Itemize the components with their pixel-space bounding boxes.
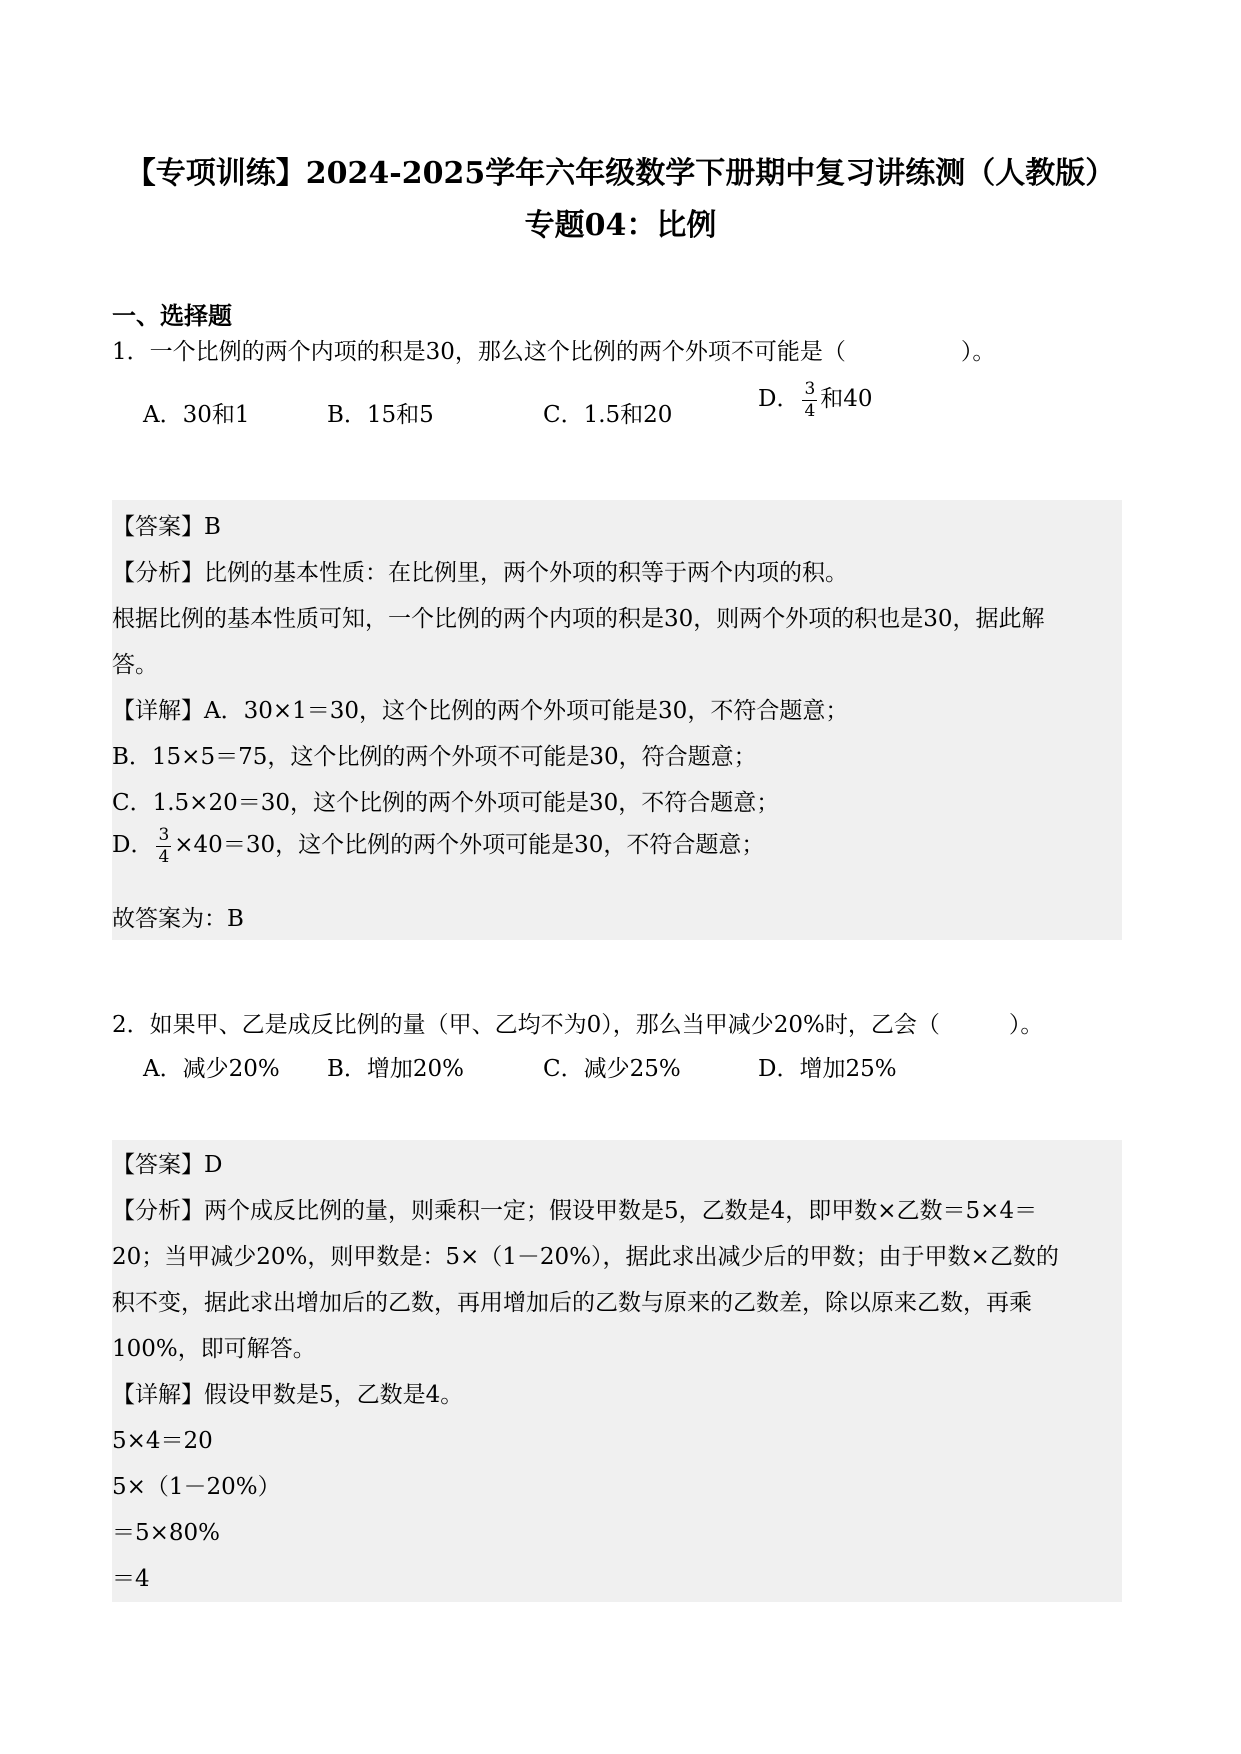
q1-option-d — [758, 380, 873, 420]
q2-answer-line: 【答案】D — [112, 1152, 223, 1178]
fraction-denominator: 4 — [158, 846, 170, 867]
fraction-denominator: 4 — [804, 400, 816, 421]
q2-calc-line-1: 5×4＝20 — [112, 1428, 213, 1454]
fraction-three-quarters — [802, 378, 817, 421]
question-1-stem: 1．一个比例的两个内项的积是30，那么这个比例的两个外项不可能是（ ）。 — [112, 339, 996, 365]
q1-option-d-prefix: D． — [758, 386, 800, 412]
q2-option-a: A．减少20% — [143, 1056, 280, 1082]
q1-detail-a: 【详解】A．30×1＝30，这个比例的两个外项可能是30，不符合题意； — [112, 698, 849, 724]
q1-detail-d-suffix: ×40＝30，这个比例的两个外项可能是30，不符合题意； — [174, 832, 765, 858]
q2-calc-line-3: ＝5×80% — [112, 1520, 221, 1546]
fraction-numerator: 3 — [804, 378, 816, 399]
q1-analysis-line-3: 答。 — [112, 652, 158, 678]
q2-option-c: C．减少25% — [543, 1056, 681, 1082]
document-title: 【专项训练】2024-2025学年六年级数学下册期中复习讲练测（人教版） — [125, 156, 1116, 191]
q1-detail-b: B．15×5＝75，这个比例的两个外项不可能是30，符合题意； — [112, 744, 757, 770]
document-subtitle: 专题04：比例 — [524, 208, 717, 243]
q2-analysis-line-2: 20；当甲减少20%，则甲数是：5×（1－20%），据此求出减少后的甲数；由于甲数×乙数的 — [112, 1244, 1059, 1270]
q1-answer-panel — [112, 500, 1122, 940]
fraction-numerator: 3 — [158, 824, 170, 845]
q2-option-b: B．增加20% — [327, 1056, 465, 1082]
q2-answer-panel — [112, 1140, 1122, 1602]
q1-answer-line: 【答案】B — [112, 514, 221, 540]
q1-option-c: C．1.5和20 — [543, 402, 673, 428]
q1-option-d-suffix: 和40 — [820, 386, 873, 412]
q2-calc-line-4: ＝4 — [112, 1566, 150, 1592]
q2-analysis-line-4: 100%，即可解答。 — [112, 1336, 316, 1362]
q1-option-a: A．30和1 — [143, 402, 250, 428]
section-heading: 一、选择题 — [112, 301, 232, 330]
q1-conclusion: 故答案为：B — [112, 906, 244, 932]
q1-detail-c: C．1.5×20＝30，这个比例的两个外项可能是30，不符合题意； — [112, 790, 780, 816]
q1-detail-d-prefix: D． — [112, 832, 154, 858]
q1-analysis-line-2: 根据比例的基本性质可知，一个比例的两个内项的积是30，则两个外项的积也是30，据此解 — [112, 606, 1045, 632]
q1-analysis-line-1: 【分析】比例的基本性质：在比例里，两个外项的积等于两个内项的积。 — [112, 560, 848, 586]
fraction-three-quarters — [156, 824, 171, 867]
q2-detail-line: 【详解】假设甲数是5，乙数是4。 — [112, 1382, 464, 1408]
q1-detail-d — [112, 826, 764, 866]
q2-calc-line-2: 5×（1－20%） — [112, 1474, 281, 1500]
q2-option-d: D．增加25% — [758, 1056, 897, 1082]
q2-analysis-line-3: 积不变，据此求出增加后的乙数，再用增加后的乙数与原来的乙数差，除以原来乙数，再乘 — [112, 1290, 1032, 1316]
q1-option-b: B．15和5 — [327, 402, 434, 428]
q2-analysis-line-1: 【分析】两个成反比例的量，则乘积一定；假设甲数是5，乙数是4，即甲数×乙数＝5×4＝ — [112, 1198, 1038, 1224]
question-2-stem: 2．如果甲、乙是成反比例的量（甲、乙均不为0），那么当甲减少20%时，乙会（ ）。 — [112, 1012, 1044, 1038]
